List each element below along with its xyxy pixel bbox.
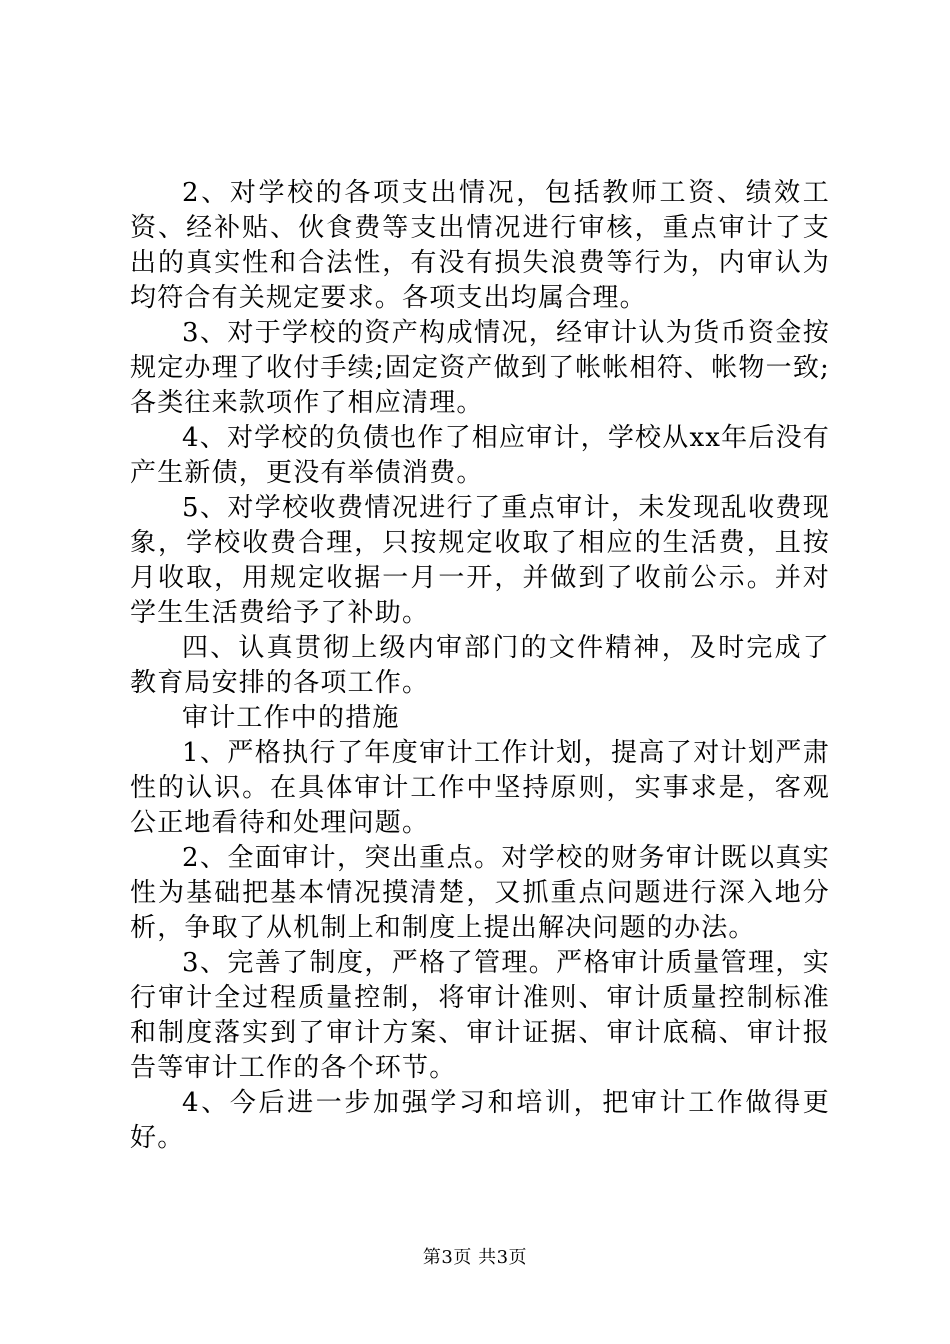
- page-body: [130, 176, 830, 1156]
- measure-item-3: 3、完善了制度，严格了管理。严格审计质量管理，实行审计全过程质量控制，将审计准则、审计质量控制标准和制度落实到了审计方案、审计证据、审计底稿、审计报告等审计工作的各个环节。: [130, 948, 830, 1083]
- paragraph-fee-audit: 5、对学校收费情况进行了重点审计，未发现乱收费现象，学校收费合理，只按规定收取了相应的生活费，且按月收取，用规定收据一月一开，并做到了收前公示。并对学生生活费给予了补助。: [130, 493, 830, 628]
- page-number-footer: 第3页 共3页: [422, 1247, 528, 1268]
- section-heading: 审计工作中的措施: [182, 703, 400, 733]
- measure-item-4: 4、今后进一步加强学习和培训，把审计工作做得更好。: [130, 1088, 830, 1153]
- measure-item-1: 1、严格执行了年度审计工作计划，提高了对计划严肃性的认识。在具体审计工作中坚持原则，实事求是，客观公正地看待和处理问题。: [130, 738, 830, 838]
- paragraph-section-four: 四、认真贯彻上级内审部门的文件精神，及时完成了教育局安排的各项工作。: [130, 633, 830, 698]
- paragraph-asset-audit: 3、对于学校的资产构成情况，经审计认为货币资金按规定办理了收付手续;固定资产做到了帐帐相符、帐物一致;各类往来款项作了相应清理。: [130, 318, 830, 418]
- paragraph-expenditure-audit: 2、对学校的各项支出情况，包括教师工资、绩效工资、经补贴、伙食费等支出情况进行审核，重点审计了支出的真实性和合法性，有没有损失浪费等行为，内审认为均符合有关规定要求。各项支出均属合理。: [130, 178, 830, 313]
- measure-item-2: 2、全面审计，突出重点。对学校的财务审计既以真实性为基础把基本情况摸清楚，又抓重点问题进行深入地分析，争取了从机制上和制度上提出解决问题的办法。: [130, 843, 830, 943]
- paragraph-debt-audit: 4、对学校的负债也作了相应审计，学校从xx年后没有产生新债，更没有举债消费。: [130, 423, 830, 488]
